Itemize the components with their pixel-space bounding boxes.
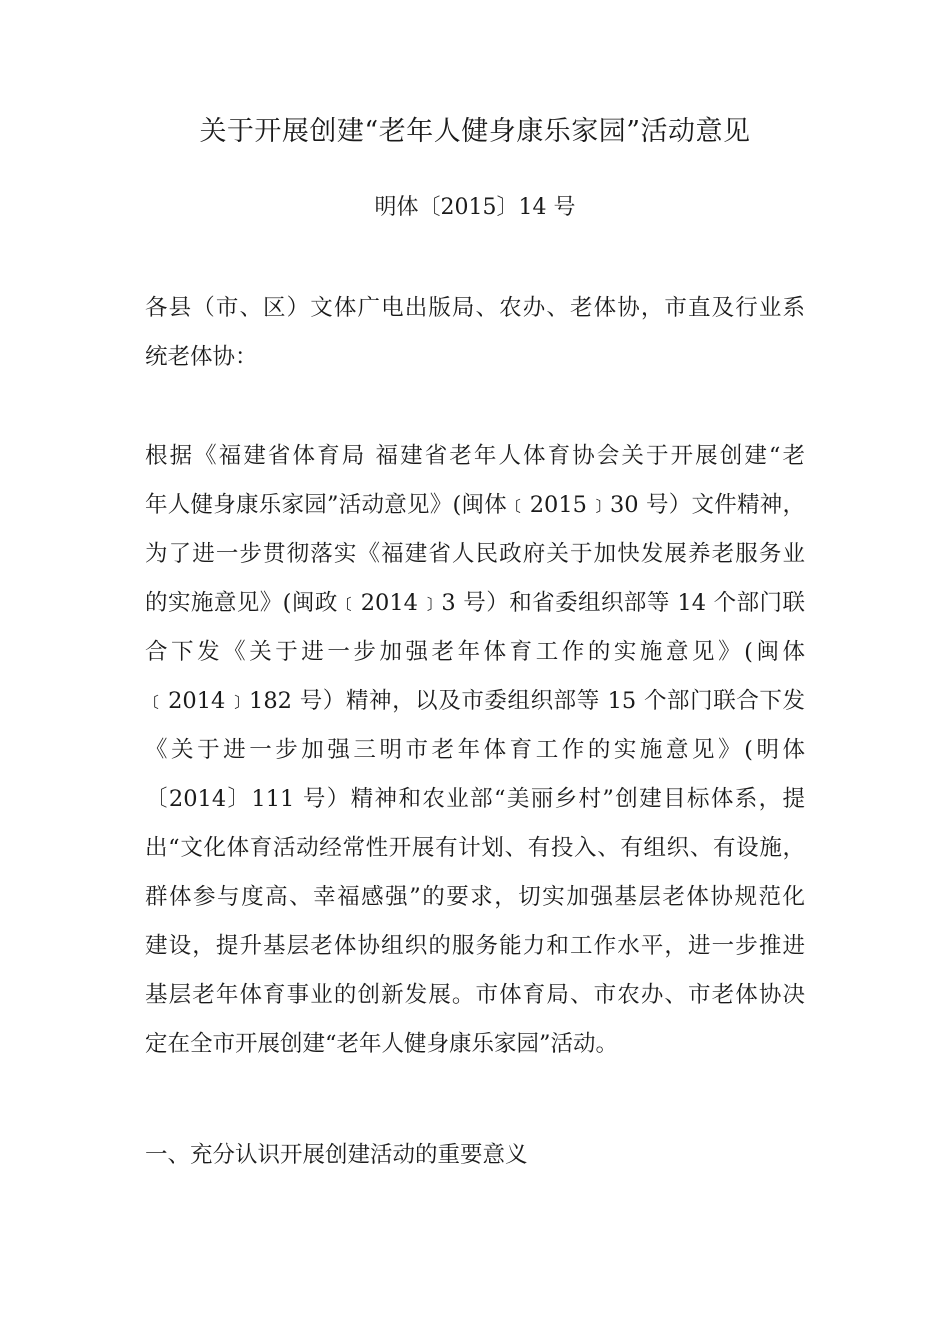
body-paragraph: [145, 432, 805, 1069]
salutation: [145, 284, 805, 382]
body-line: 定在全市开展创建“老年人健身康乐家园”活动。: [145, 1031, 619, 1057]
body-line: 根据《福建省体育局 福建省老年人体育协会关于开展创建“老: [145, 443, 805, 469]
body-line: 基层老年体育事业的创新发展。市体育局、市农办、市老体协决: [145, 982, 805, 1008]
document-number: 明体〔2015〕14 号: [374, 195, 576, 220]
body-line: 为了进一步贯彻落实《福建省人民政府关于加快发展养老服务业: [145, 541, 805, 567]
body-line: 〔2014〕111 号）精神和农业部“美丽乡村”创建目标体系，提: [145, 786, 805, 812]
salutation-line: 统老体协：: [145, 344, 258, 370]
body-line: 年人健身康乐家园”活动意见》(闽体﹝2015﹞30 号）文件精神，: [145, 492, 805, 518]
body-line: 的实施意见》(闽政﹝2014﹞3 号）和省委组织部等 14 个部门联: [145, 590, 805, 616]
section-heading: 一、充分认识开展创建活动的重要意义: [145, 1142, 528, 1168]
body-line: 群体参与度高、幸福感强”的要求，切实加强基层老体协规范化: [145, 884, 805, 910]
body-line: 建设，提升基层老体协组织的服务能力和工作水平，进一步推进: [145, 933, 805, 959]
body-line: 出“文化体育活动经常性开展有计划、有投入、有组织、有设施，: [145, 835, 805, 861]
body-line: ﹝2014﹞182 号）精神，以及市委组织部等 15 个部门联合下发: [145, 688, 805, 714]
document-title: 关于开展创建“老年人健身康乐家园”活动意见: [199, 116, 751, 147]
salutation-line: 各县（市、区）文体广电出版局、农办、老体协，市直及行业系: [145, 295, 805, 321]
body-line: 合下发《关于进一步加强老年体育工作的实施意见》(闽体: [145, 639, 805, 665]
body-line: 《关于进一步加强三明市老年体育工作的实施意见》(明体: [145, 737, 805, 763]
